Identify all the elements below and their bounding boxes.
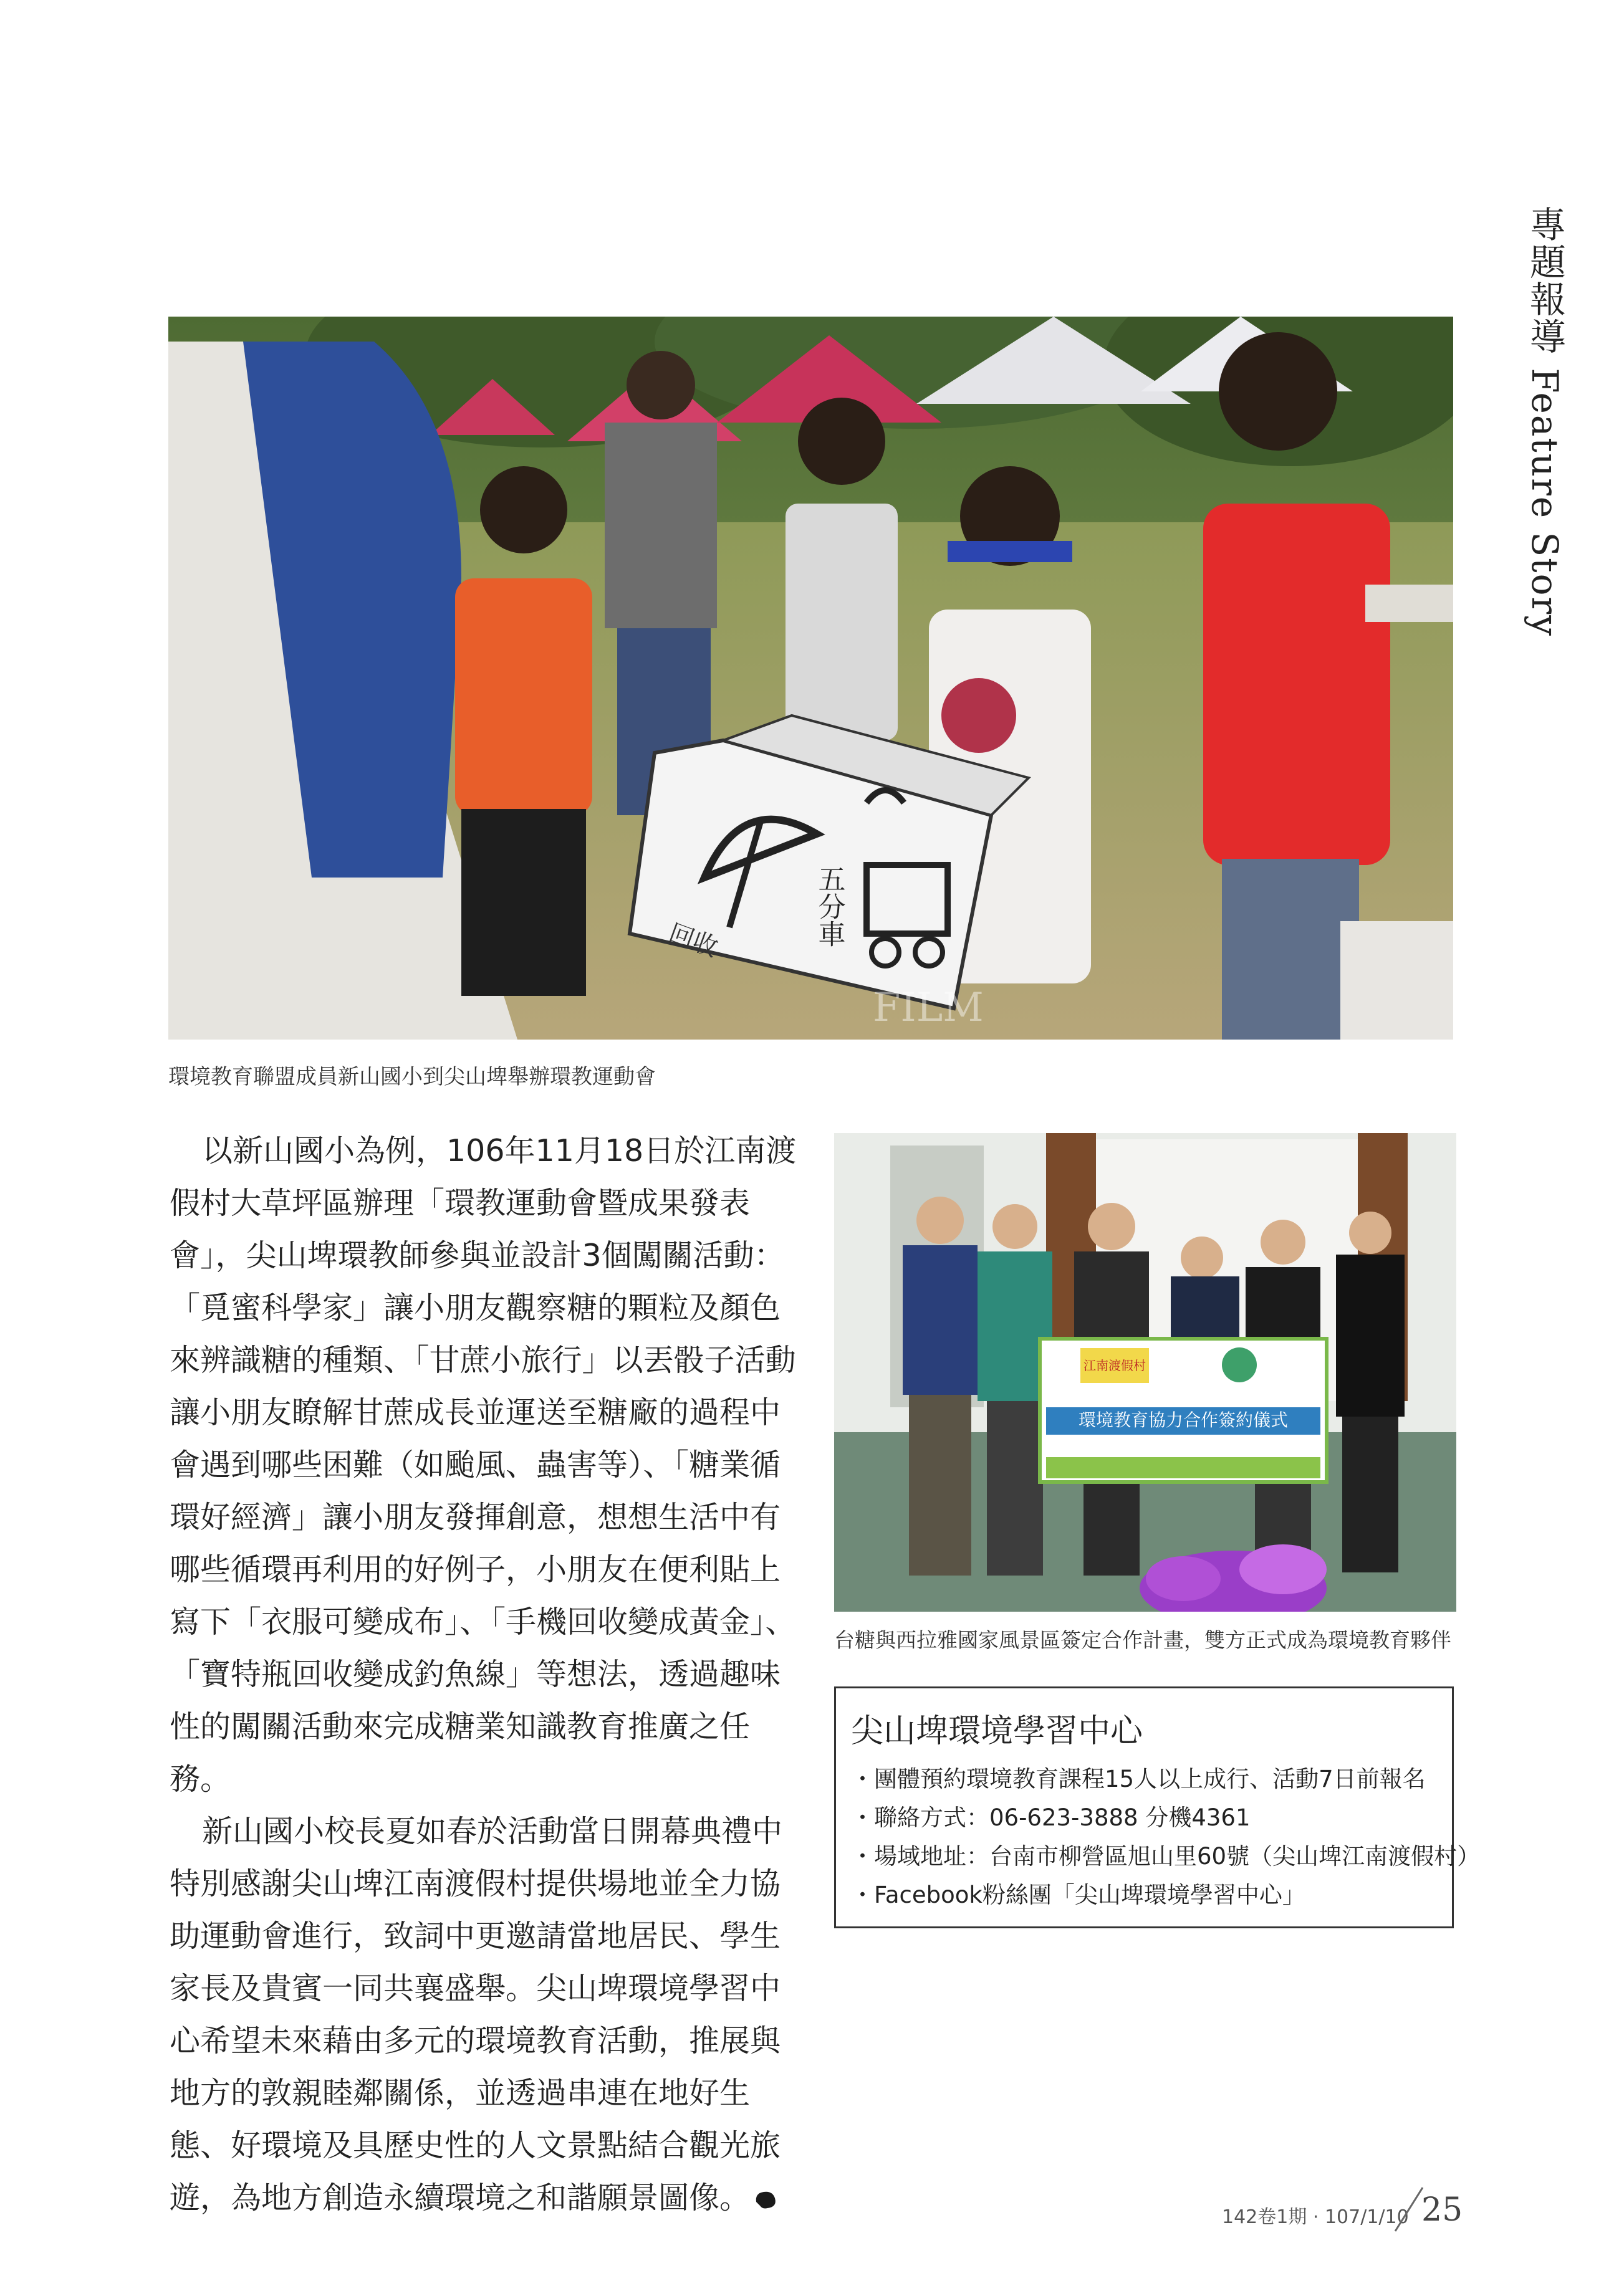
cube-label-bottom: 回收 [665,919,722,963]
board-banner-text: 環境教育協力合作簽約儀式 [1078,1410,1289,1430]
signing-ceremony-photo [834,1133,1456,1612]
info-box [834,1686,1481,1928]
page-number: 25 [1421,2191,1463,2229]
article-paragraph-2-text: 新山國小校長夏如春於活動當日開幕典禮中特別感謝尖山埤江南渡假村提供場地並全力協助運動會進行，致詞中更邀請當地居民、學生家長及貴賓一同共襄盛舉。尖山埤環境學習中心希望未來藉由多元的環境教育活動，推展與地方的敦親睦鄰關係，並透過串連在地好生態、好環境及具歷史性的人文景點結合觀光旅遊，為地方創造永續環境之和諧願景圖像。 [170,1814,783,2216]
info-item-booking: ・團體預約環境教育課程15人以上成行、活動7日前報名 [851,1766,1426,1792]
photo-watermark: FILM [873,985,984,1031]
info-item-contact: ・聯絡方式：06-623-3888 分機4361 [851,1804,1251,1831]
cube-label-vertical: 五分車 [813,865,845,947]
board-left-logo: 江南渡假村 [1083,1358,1146,1373]
article-body [170,1125,799,2224]
section-label: 專題報導 Feature Story [1524,206,1566,638]
event-photo-illustration [168,317,1453,1040]
info-item-address: ・場域地址：台南市柳營區旭山里60號（尖山埤江南渡假村） [851,1843,1481,1870]
event-photo [168,317,1453,1040]
signing-ceremony-illustration [834,1133,1456,1612]
info-box-title: 尖山埤環境學習中心 [851,1713,1143,1750]
info-item-facebook: ・Facebook粉絲團「尖山埤環境學習中心」 [851,1882,1305,1908]
article-paragraph-2 [170,1806,799,2224]
article-paragraph-1: 以新山國小為例，106年11月18日於江南渡假村大草坪區辦理「環教運動會暨成果發表會」，尖山埤環教師參與並設計3個闖關活動：「覓蜜科學家」讓小朋友觀察糖的顆粒及顏色來辨識糖的種類、「甘蔗小旅行」以丟骰子活動讓小朋友瞭解甘蔗成長並運送至糖廠的過程中會遇到哪些困難（如颱風、蟲害等）、「糖業循環好經濟」讓小朋友發揮創意，想想生活中有哪些循環再利用的好例子，小朋友在便利貼上寫下「衣服可變成布」、「手機回收變成黃金」、「寶特瓶回收變成釣魚線」等想法，透過趣味性的闖關活動來完成糖業知識教育推廣之任務。 [170,1133,797,1797]
mid-photo-caption: 台糖與西拉雅國家風景區簽定合作計畫，雙方正式成為環境教育夥伴 [834,1628,1451,1652]
end-mark-icon [754,2189,777,2211]
issue-info: 142卷1期 · 107/1/10 [1222,2206,1409,2228]
top-photo-caption: 環境教育聯盟成員新山國小到尖山埤舉辦環教運動會 [168,1064,656,1089]
